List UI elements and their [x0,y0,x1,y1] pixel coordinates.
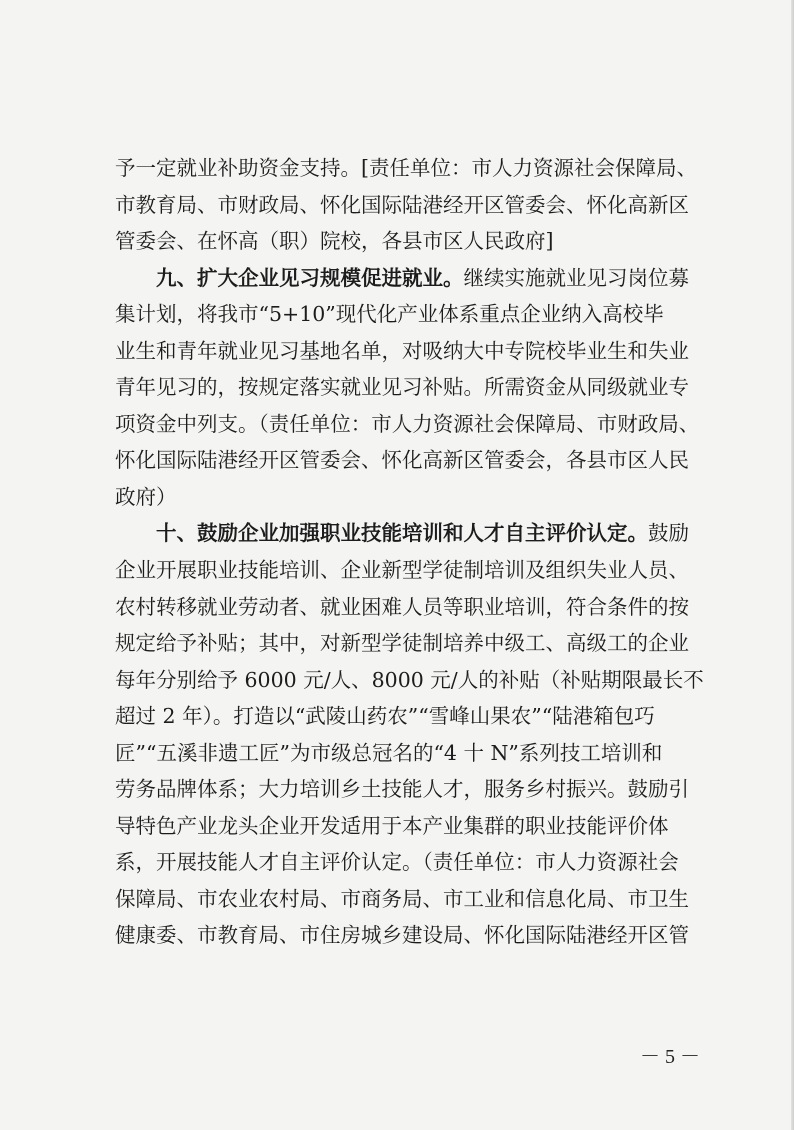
text-line: 农村转移就业劳动者、就业困难人员等职业培训，符合条件的按 [115,594,689,619]
page-number: － 5 － [640,1046,700,1068]
text-line: 怀化国际陆港经开区管委会、怀化高新区管委会，各县市区人民 [115,448,689,473]
text-line: 系，开展技能人才自主评价认定。（责任单位：市人力资源社会 [115,850,679,875]
text-line: 项资金中列支。（责任单位：市人力资源社会保障局、市财政局、 [115,411,700,436]
text-line: 保障局、市农业农村局、市商务局、市工业和信息化局、市卫生 [115,886,689,911]
text-line: 匠”“五溪非遗工匠”为市级总冠名的“4 十 N”系列技工培训和 [115,740,663,765]
section-ten-lead: 鼓励 [648,521,689,546]
text-line: 市教育局、市财政局、怀化国际陆港经开区管委会、怀化高新区 [115,192,689,217]
text-line: 每年分别给予 6000 元/人、8000 元/人的补贴（补贴期限最长不 [115,667,704,692]
text-line: 予一定就业补助资金支持。[责任单位：市人力资源社会保障局、 [115,156,697,180]
document-body [115,150,707,954]
text-line: 集计划，将我市“5+10”现代化产业体系重点企业纳入高校毕 [115,302,664,327]
text-line: 青年见习的，按规定落实就业见习补贴。所需资金从同级就业专 [115,375,689,400]
section-ten-heading: 十、鼓励企业加强职业技能培训和人才自主评价认定。 [156,521,648,546]
text-line: 超过 2 年）。打造以“武陵山药农”“雪峰山果农”“陆港箱包巧 [115,704,655,729]
text-line: 导特色产业龙头企业开发适用于本产业集群的职业技能评价体 [115,813,669,838]
text-line: 企业开展职业技能培训、企业新型学徒制培训及组织失业人员、 [115,558,689,583]
text-line: 政府） [115,484,177,509]
section-ten-first-line [115,515,707,552]
text-line: 业生和青年就业见习基地名单，对吸纳大中专院校毕业生和失业 [115,338,689,363]
text-line: 规定给予补贴；其中，对新型学徒制培养中级工、高级工的企业 [115,631,689,656]
section-nine-lead: 继续实施就业见习岗位募 [463,265,689,290]
text-line: 管委会、在怀高（职）院校，各县市区人民政府] [115,229,554,254]
section-nine-first-line [115,260,707,297]
section-nine-heading: 九、扩大企业见习规模促进就业。 [156,265,464,290]
text-line: 健康委、市教育局、市住房城乡建设局、怀化国际陆港经开区管 [115,923,689,948]
text-line: 劳务品牌体系；大力培训乡土技能人才，服务乡村振兴。鼓励引 [115,777,689,802]
